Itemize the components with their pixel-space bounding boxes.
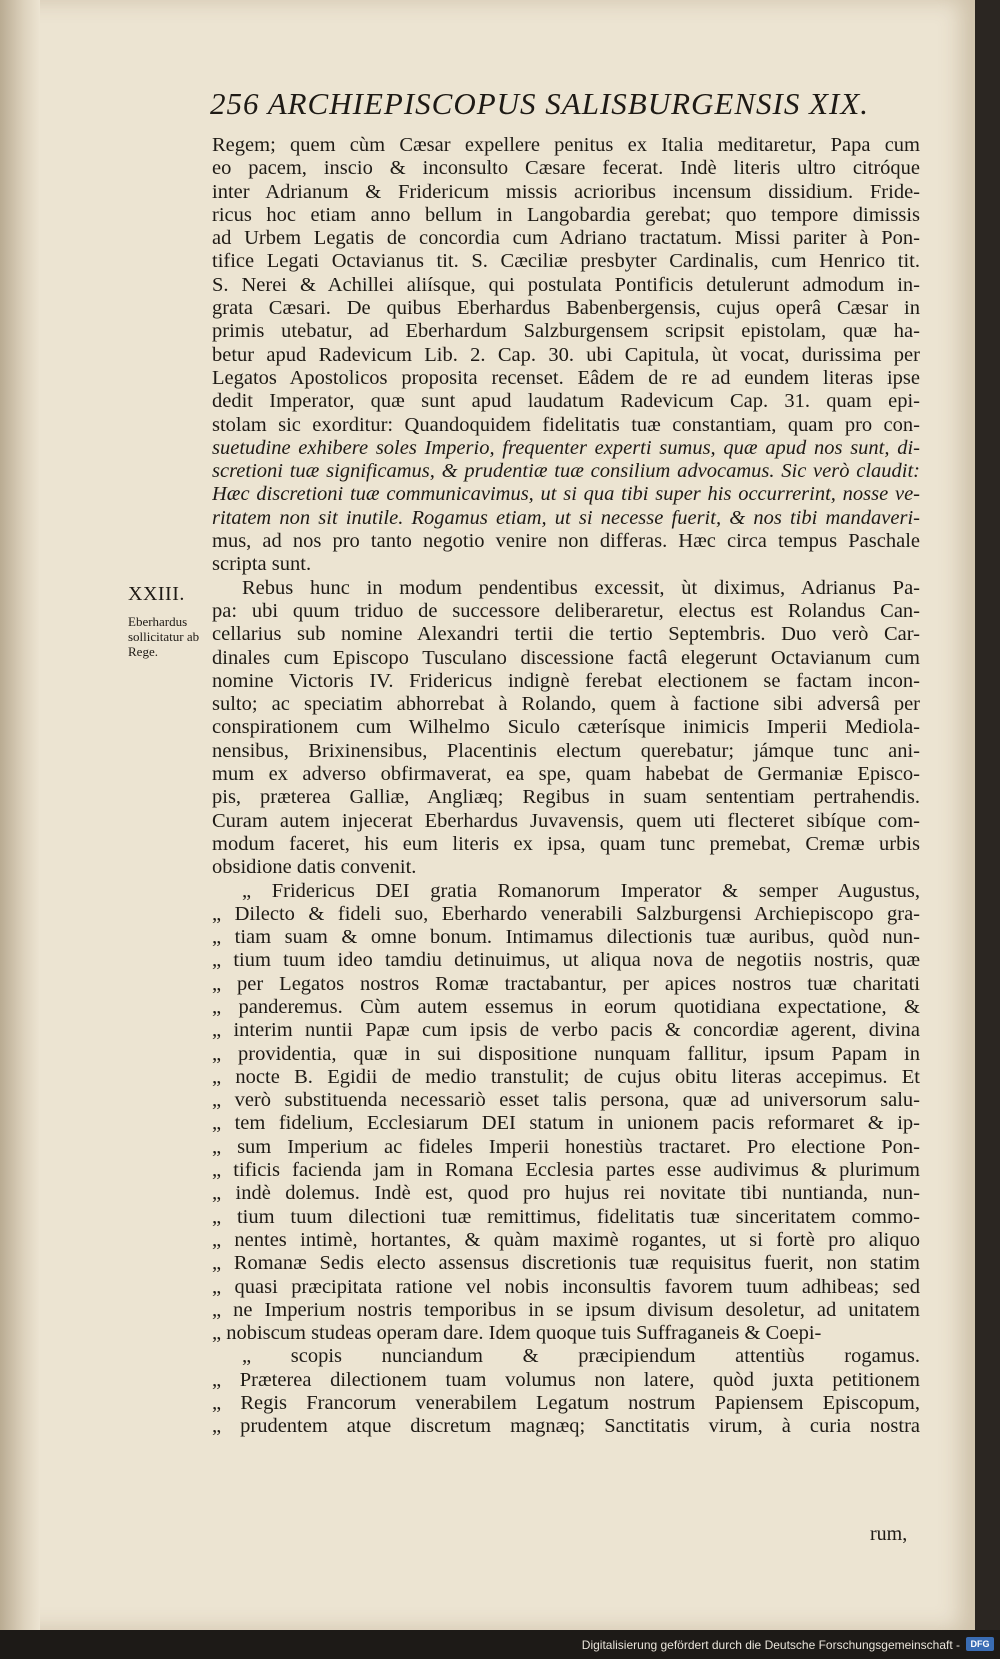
text-line: „ Fridericus DEI gratia Romanorum Imperator & semper Augustus, — [242, 879, 920, 902]
text-line: Regem; quem cùm Cæsar expellere penitus ex Italia meditaretur, Papa cum — [212, 134, 920, 156]
text-line: Hæc discretioni tuæ communicavimus, ut si qua tibi super his occurrerint, nosse ve- — [212, 483, 920, 506]
text-line: conspirationem cum Wilhelmo Siculo cæterísque inimicis Imperii Mediola- — [212, 716, 920, 739]
text-line: „ scopis nunciandum & præcipiendum attentiùs rogamus. — [242, 1345, 920, 1368]
text-line: „ Dilecto & fideli suo, Eberhardo venerabili Salzburgensi Archiepiscopo gra- — [212, 902, 920, 925]
text-line: „ nocte B. Egidii de medio transtulit; de cujus obitu literas accepimus. Et — [212, 1065, 920, 1088]
text-line: „ verò substituenda necessariò esset talis persona, quæ ad universorum salu- — [212, 1089, 920, 1112]
text-line: Rebus hunc in modum pendentibus excessit, ùt diximus, Adrianus Pa- — [242, 576, 920, 599]
text-line: „ sum Imperium ac fideles Imperii honestiùs tractaret. Pro electione Pon- — [212, 1135, 920, 1158]
text-line: cellarius sub nomine Alexandri tertii die tertio Septembris. Duo verò Car- — [212, 623, 920, 646]
marginal-note-line: Eberhardus — [128, 614, 188, 629]
text-line: pis, præterea Galliæ, Angliæq; Regibus in suam sententiam pertrahendis. — [212, 786, 920, 809]
text-line: „ tiam suam & omne bonum. Intimamus dilectionis tuæ auribus, quòd nun- — [212, 926, 920, 949]
section-number: XXIII. — [128, 583, 185, 605]
text-line: „ tem fidelium, Ecclesiarum DEI statum in unionem pacis reformaret & ip- — [212, 1112, 920, 1135]
text-line: „ tificis facienda jam in Romana Ecclesia partes esse audivimus & plurimum — [212, 1159, 920, 1182]
text-line: „ per Legatos nostros Romæ tractabantur, per apices nostros tuæ charitati — [212, 972, 920, 995]
text-line: suetudine exhibere soles Imperio, frequenter experti sumus, quæ apud nos sunt, di- — [212, 436, 920, 459]
footer-credit: Digitalisierung gefördert durch die Deutsche Forschungsgemeinschaft - — [581, 1638, 960, 1652]
text-line: scretioni tuæ significamus, & prudentiæ tuæ consilium advocamus. Sic verò claudit: — [212, 460, 920, 483]
text-line: inter Adrianum & Fridericum missis acrioribus incensum dissidium. Fride- — [212, 180, 920, 203]
text-line: S. Nerei & Achillei aliísque, qui postulata Pontificis detulerunt admodum in- — [212, 273, 920, 296]
text-line: „ quasi præcipitata ratione vel nobis inconsultis favorem tuum adhibeas; sed — [212, 1275, 920, 1298]
text-line: eo pacem, inscio & inconsulto Cæsare fecerat. Indè literis ultro citróque — [212, 157, 920, 180]
text-line: ad Urbem Legatis de concordia cum Adriano tractatum. Missi pariter à Pon- — [212, 227, 920, 250]
text-line: primis utebatur, ad Eberhardum Salzburgensem scripsit epistolam, quæ ha- — [212, 320, 920, 343]
text-line: „ ne Imperium nostris temporibus in se ipsum divisum desoletur, ad unitatem — [212, 1298, 920, 1321]
marginal-note-line: Rege. — [128, 644, 158, 659]
text-line: „ interim nuntii Papæ cum ipsis de verbo pacis & concordiæ agerent, divina — [212, 1019, 920, 1042]
text-line: „ Regis Francorum venerabilem Legatum nostrum Papiensem Episcopum, — [212, 1392, 920, 1415]
text-line: pa: ubi quum triduo de successore deliberaretur, electus est Rolandus Can- — [212, 599, 920, 622]
marginal-note-line: sollicitatur ab — [128, 629, 200, 644]
dfg-logo-icon: DFG — [966, 1637, 994, 1651]
text-line: mum ex adverso obfirmaverat, ea spe, quam habebat de Germaniæ Episco- — [212, 763, 920, 786]
text-line: stolam sic exorditur: Quandoquidem fidelitatis tuæ constantiam, quam pro con- — [212, 413, 920, 436]
text-line: grata Cæsari. De quibus Eberhardus Babenbergensis, cujus operâ Cæsar in — [212, 297, 920, 320]
text-line: mus, ad nos pro tanto negotio venire non differas. Hæc circa tempus Paschale — [212, 530, 920, 553]
text-line: dedit Imperator, quæ sunt apud laudatum Radevicum Cap. 31. quam epi- — [212, 390, 920, 413]
text-line: Curam autem injecerat Eberhardus Juvavensis, quem uti flecteret sibíque com- — [212, 809, 920, 832]
text-line: „ Præterea dilectionem tuam volumus non latere, quòd juxta petitionem — [212, 1368, 920, 1391]
text-line: Legatos Apostolicos proposita recenset. Eâdem de re ad eundem literas ipse — [212, 366, 920, 389]
body-text — [212, 134, 920, 1439]
text-line: „ tium tuum dilectioni tuæ remittimus, fidelitatis tuæ sinceritatem commo- — [212, 1205, 920, 1228]
catchword: rum, — [870, 1523, 908, 1545]
text-line: tifice Legati Octavianus tit. S. Cæciliæ presbyter Cardinalis, cum Henrico tit. — [212, 250, 920, 273]
text-line: „ tium tuum ideo tamdiu detinuimus, ut aliqua nova de negotiis nostris, quæ — [212, 949, 920, 972]
text-line: „ nobiscum studeas operam dare. Idem quoque tuis Suffraganeis & Coepi- — [212, 1322, 822, 1345]
text-line: nensibus, Brixinensibus, Placentinis electum querebatur; jámque tunc ani- — [212, 739, 920, 762]
footer-bar — [0, 1630, 1000, 1659]
text-line: „ indè dolemus. Indè est, quod pro hujus rei novitate tibi nuntianda, nun- — [212, 1182, 920, 1205]
text-line: modum faceret, his eum literis ex ipsa, quam tunc premebat, Cremæ urbis — [212, 832, 920, 855]
text-line: sulto; ac speciatim abhorrebat à Rolando, quem à factione sibi adversâ per — [212, 693, 920, 716]
text-line: „ providentia, quæ in sui dispositione nunquam fallitur, ipsum Papam in — [212, 1042, 920, 1065]
text-line: betur apud Radevicum Lib. 2. Cap. 30. ubi Capitula, ùt vocat, durissima per — [212, 343, 920, 366]
text-line: ritatem non sit inutile. Rogamus etiam, ut si necesse fuerit, & nos tibi mandaveri- — [212, 506, 920, 529]
marginal-note — [128, 614, 208, 659]
text-line: ricus hoc etiam anno bellum in Langobardia gerebat; quo tempore dimissis — [212, 203, 920, 226]
text-line: „ panderemus. Cùm autem essemus in eorum quotidiana expectatione, & — [212, 995, 920, 1018]
text-line: „ Romanæ Sedis electo assensus discretionis tuæ requisitus fuerit, non statim — [212, 1252, 920, 1275]
running-header: 256 ARCHIEPISCOPUS SALISBURGENSIS XIX. — [210, 86, 870, 121]
text-line: dinales cum Episcopo Tusculano discessione factâ elegerunt Octavianum cum — [212, 646, 920, 669]
text-line: scripta sunt. — [212, 553, 312, 576]
page-gutter — [0, 0, 40, 1630]
text-line: obsidione datis convenit. — [212, 856, 417, 879]
text-line: „ nentes intimè, hortantes, & quàm maximè rogantes, ut si fortè pro aliquo — [212, 1228, 920, 1251]
text-line: „ prudentem atque discretum magnæq; Sanctitatis virum, à curia nostra — [212, 1415, 920, 1438]
text-line: nomine Victoris IV. Fridericus indignè ferebat electionem se factam incon- — [212, 669, 920, 692]
